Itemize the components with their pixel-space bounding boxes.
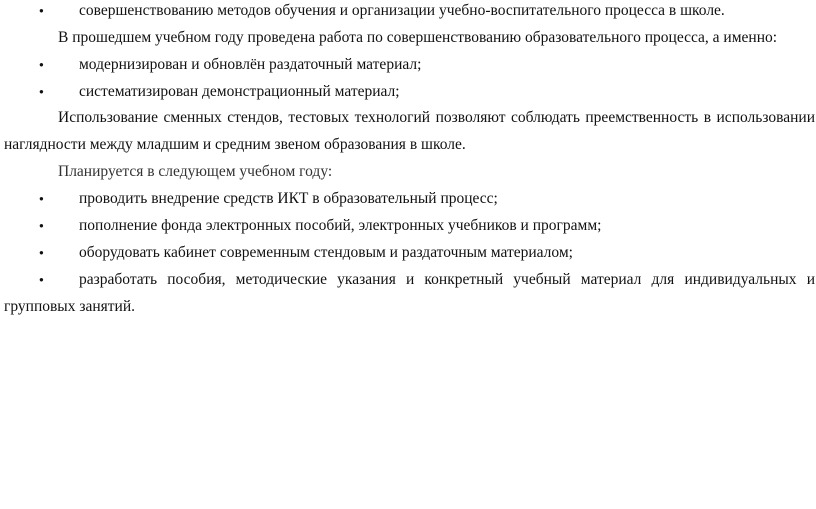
bullet-icon: ●	[39, 60, 44, 69]
paragraph-line: наглядности между младшим и средним звеном образования в школе.	[4, 136, 466, 153]
list-item: систематизирован демонстрационный материал;	[79, 83, 400, 100]
list-item: оборудовать кабинет современным стендовым и раздаточным материалом;	[79, 244, 573, 261]
bullet-icon: ●	[39, 275, 44, 284]
paragraph-line: В прошедшем учебном году проведена работа по совершенствованию образовательного процесса, а именно:	[58, 29, 778, 46]
paragraph-line: Планируется в следующем учебном году:	[58, 163, 333, 180]
list-item: проводить внедрение средств ИКТ в образовательный процесс;	[79, 190, 498, 207]
bullet-icon: ●	[39, 87, 44, 96]
bullet-icon: ●	[39, 6, 44, 15]
bullet-icon: ●	[39, 194, 44, 203]
bullet-icon: ●	[39, 221, 44, 230]
list-item: совершенствованию методов обучения и организации учебно-воспитательного процесса в школе.	[79, 2, 725, 19]
paragraph-line: Использование сменных стендов, тестовых технологий позволяют соблюдать преемственность в использовании	[58, 109, 815, 126]
list-item: модернизирован и обновлён раздаточный материал;	[79, 56, 422, 73]
list-item: пополнение фонда электронных пособий, электронных учебников и программ;	[79, 217, 602, 234]
list-item-continuation: групповых занятий.	[4, 298, 136, 315]
list-item: разработать пособия, методические указания и конкретный учебный материал для индивидуальных и	[79, 271, 815, 288]
bullet-icon: ●	[39, 248, 44, 257]
